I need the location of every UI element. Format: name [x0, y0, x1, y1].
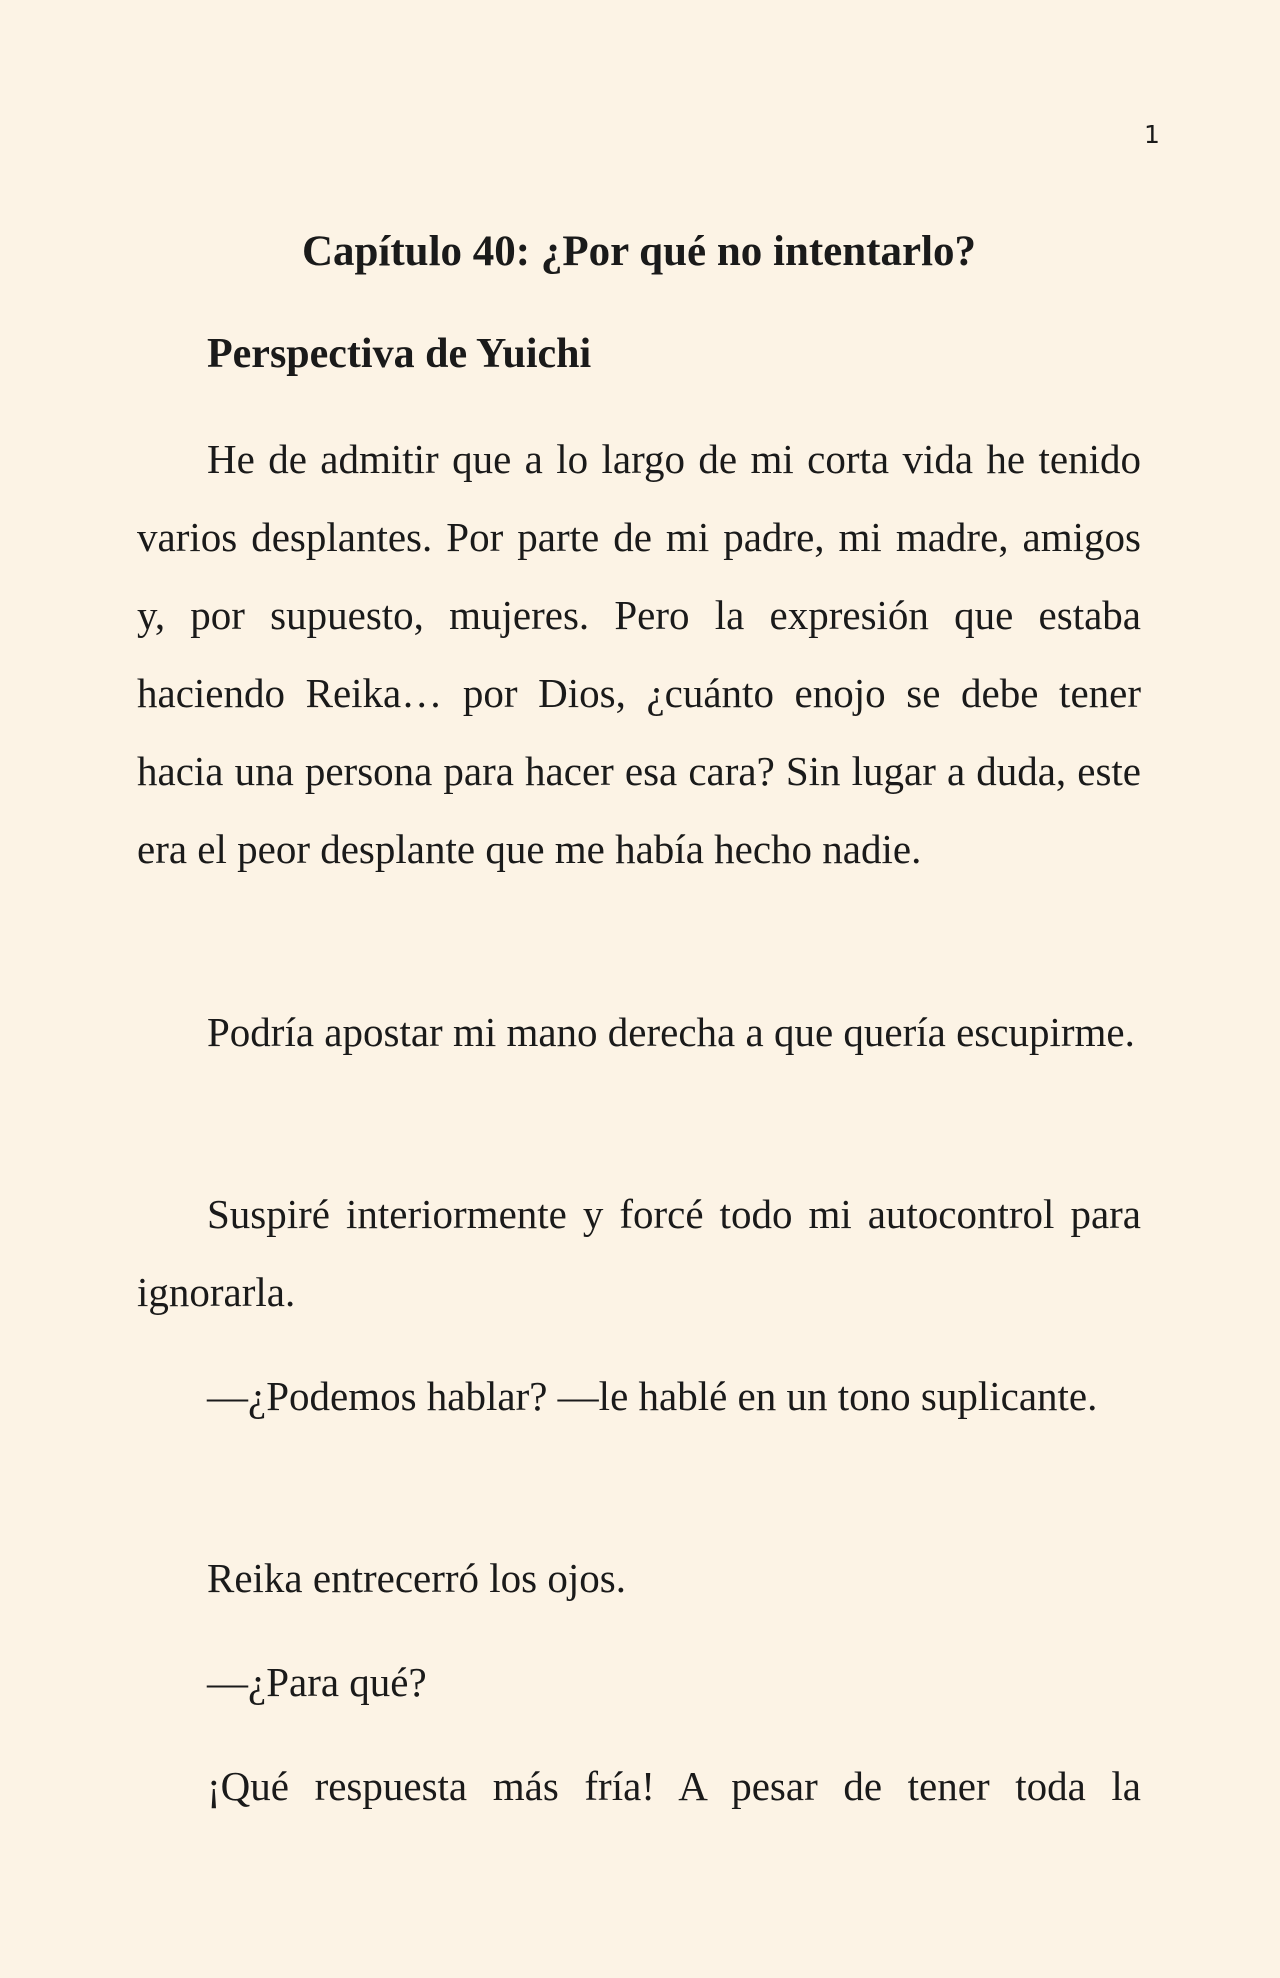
paragraph: —¿Podemos hablar? —le hablé en un tono suplicante. [207, 1373, 1098, 1419]
paragraph: Podría apostar mi mano derecha a que quería escupirme. [207, 1009, 1135, 1055]
section-heading: Perspectiva de Yuichi [207, 331, 592, 377]
paragraph: Reika entrecerró los ojos. [207, 1555, 626, 1601]
paragraph: —¿Para qué? [207, 1659, 427, 1705]
page-number: 1 [1144, 120, 1160, 149]
chapter-title: Capítulo 40: ¿Por qué no intentarlo? [301, 228, 977, 275]
paragraph: ¡Qué respuesta más fría! A pesar de tener toda la [207, 1763, 1141, 1809]
paragraph: Suspiré interiormente y forcé todo mi autocontrol para ignorarla. [137, 1191, 1141, 1315]
paragraph: He de admitir que a lo largo de mi corta vida he tenido varios desplantes. Por parte de mi padre, mi madre, amigos y, por supuesto, mujeres. Pero la expresión que estaba haciendo Reika… por Dios, ¿cuánto enojo se debe tener hacia una persona para hacer esa cara? Sin lugar a duda, este era el peor desplante que me había hecho nadie. [137, 436, 1141, 872]
